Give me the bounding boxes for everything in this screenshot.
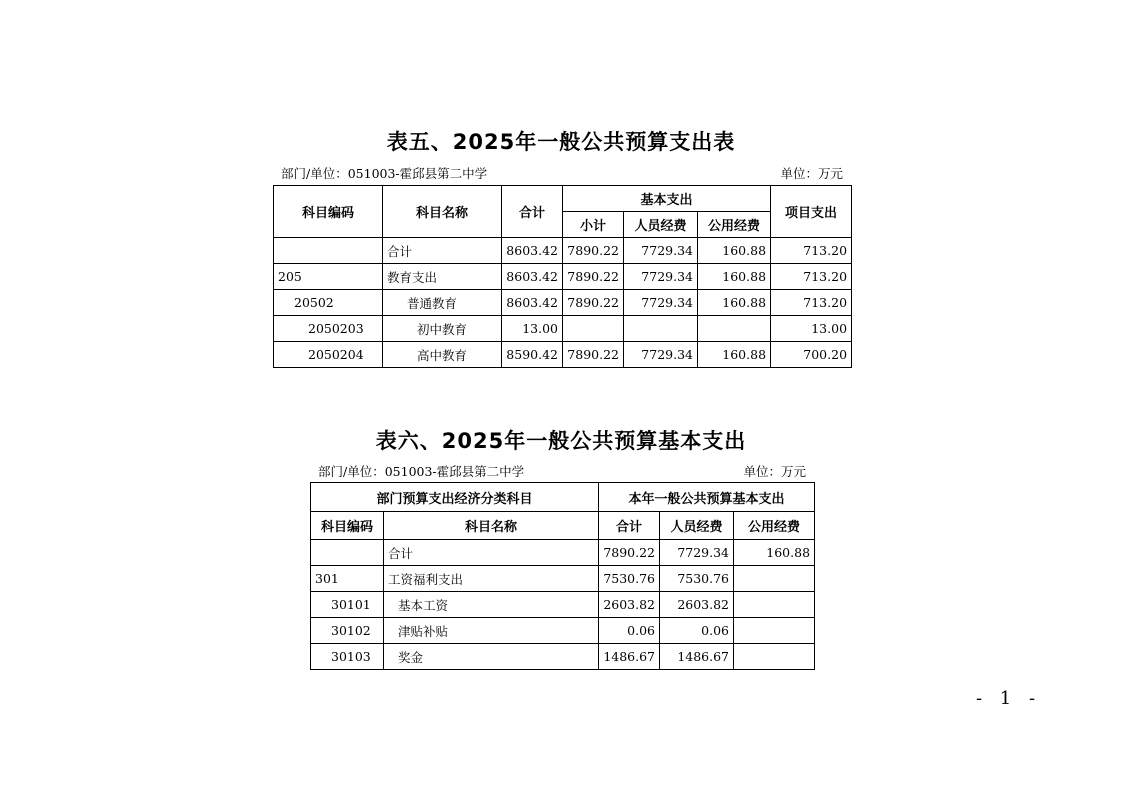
table6-personnel: 7729.34 xyxy=(660,540,734,566)
table6-total: 1486.67 xyxy=(599,644,660,670)
table6-unit: 单位：万元 xyxy=(743,464,806,479)
table6-name: 工资福利支出 xyxy=(384,566,599,592)
table5-meta xyxy=(281,164,843,182)
table6-header-code: 科目编码 xyxy=(311,512,384,540)
page-number: - 1 - xyxy=(976,688,1042,709)
table5-code: 2050203 xyxy=(274,316,383,342)
table6-public: 160.88 xyxy=(734,540,815,566)
table6-public xyxy=(734,592,815,618)
table-row xyxy=(274,264,852,290)
table5-public: 160.88 xyxy=(698,238,771,264)
table5-public: 160.88 xyxy=(698,342,771,368)
table5-total: 8603.42 xyxy=(502,238,563,264)
table5-subtotal: 7890.22 xyxy=(563,342,624,368)
table5-title: 表五、2025年一般公共预算支出表 xyxy=(386,130,736,154)
table5-header-public: 公用经费 xyxy=(698,212,771,238)
table5-subtotal: 7890.22 xyxy=(563,238,624,264)
table5-public: 160.88 xyxy=(698,290,771,316)
table5-header-project: 项目支出 xyxy=(771,186,852,238)
table5-subtotal xyxy=(563,316,624,342)
table5-project: 700.20 xyxy=(771,342,852,368)
table5-personnel: 7729.34 xyxy=(624,290,698,316)
table5-project: 713.20 xyxy=(771,290,852,316)
table-row xyxy=(274,238,852,264)
table5-header-personnel: 人员经费 xyxy=(624,212,698,238)
table6 xyxy=(310,482,815,670)
table5-code: 205 xyxy=(274,264,383,290)
table5-code: 20502 xyxy=(274,290,383,316)
table6-header-category: 部门预算支出经济分类科目 xyxy=(311,483,599,512)
table5-public xyxy=(698,316,771,342)
table5-personnel: 7729.34 xyxy=(624,264,698,290)
table-row xyxy=(311,540,815,566)
table-row xyxy=(274,342,852,368)
table-row xyxy=(311,644,815,670)
table5-personnel xyxy=(624,316,698,342)
table6-header-public: 公用经费 xyxy=(734,512,815,540)
table5-code: 2050204 xyxy=(274,342,383,368)
table6-total: 7890.22 xyxy=(599,540,660,566)
table5-project: 713.20 xyxy=(771,238,852,264)
table5 xyxy=(273,185,852,368)
table6-personnel: 1486.67 xyxy=(660,644,734,670)
table5-total: 8590.42 xyxy=(502,342,563,368)
table5-name: 教育支出 xyxy=(383,264,502,290)
table6-public xyxy=(734,644,815,670)
table5-project: 713.20 xyxy=(771,264,852,290)
table6-code: 301 xyxy=(311,566,384,592)
table5-name: 高中教育 xyxy=(383,342,502,368)
table6-header-basic: 本年一般公共预算基本支出 xyxy=(599,483,815,512)
table6-dept: 部门/单位：051003-霍邱县第二中学 xyxy=(318,464,525,479)
table5-header-basic: 基本支出 xyxy=(563,186,771,212)
table5-header-subtotal: 小计 xyxy=(563,212,624,238)
table5-code xyxy=(274,238,383,264)
table6-name: 津贴补贴 xyxy=(384,618,599,644)
table6-header-total: 合计 xyxy=(599,512,660,540)
table6-code xyxy=(311,540,384,566)
table-row xyxy=(274,290,852,316)
table6-personnel: 2603.82 xyxy=(660,592,734,618)
table-row xyxy=(274,316,852,342)
table5-name: 普通教育 xyxy=(383,290,502,316)
table5-dept: 部门/单位：051003-霍邱县第二中学 xyxy=(281,166,488,181)
table6-total: 0.06 xyxy=(599,618,660,644)
table5-subtotal: 7890.22 xyxy=(563,290,624,316)
table5-total: 13.00 xyxy=(502,316,563,342)
table6-code: 30102 xyxy=(311,618,384,644)
table6-total: 7530.76 xyxy=(599,566,660,592)
table6-header-name: 科目名称 xyxy=(384,512,599,540)
table5-total: 8603.42 xyxy=(502,290,563,316)
table5-name: 合计 xyxy=(383,238,502,264)
table6-meta xyxy=(318,462,806,480)
table-row xyxy=(311,566,815,592)
table5-header-code: 科目编码 xyxy=(274,186,383,238)
table6-name: 合计 xyxy=(384,540,599,566)
table5-personnel: 7729.34 xyxy=(624,238,698,264)
table6-public xyxy=(734,566,815,592)
table5-header-total: 合计 xyxy=(502,186,563,238)
table5-personnel: 7729.34 xyxy=(624,342,698,368)
table-row xyxy=(311,592,815,618)
table6-code: 30101 xyxy=(311,592,384,618)
table5-total: 8603.42 xyxy=(502,264,563,290)
table5-name: 初中教育 xyxy=(383,316,502,342)
table6-name: 基本工资 xyxy=(384,592,599,618)
table6-public xyxy=(734,618,815,644)
table6-name: 奖金 xyxy=(384,644,599,670)
table6-personnel: 0.06 xyxy=(660,618,734,644)
table5-unit: 单位：万元 xyxy=(780,166,843,181)
table-row xyxy=(311,618,815,644)
table6-total: 2603.82 xyxy=(599,592,660,618)
table6-code: 30103 xyxy=(311,644,384,670)
table5-header-name: 科目名称 xyxy=(383,186,502,238)
table5-public: 160.88 xyxy=(698,264,771,290)
table5-subtotal: 7890.22 xyxy=(563,264,624,290)
table6-header-personnel: 人员经费 xyxy=(660,512,734,540)
table6-personnel: 7530.76 xyxy=(660,566,734,592)
table6-title: 表六、2025年一般公共预算基本支出 xyxy=(375,429,747,453)
table5-project: 13.00 xyxy=(771,316,852,342)
